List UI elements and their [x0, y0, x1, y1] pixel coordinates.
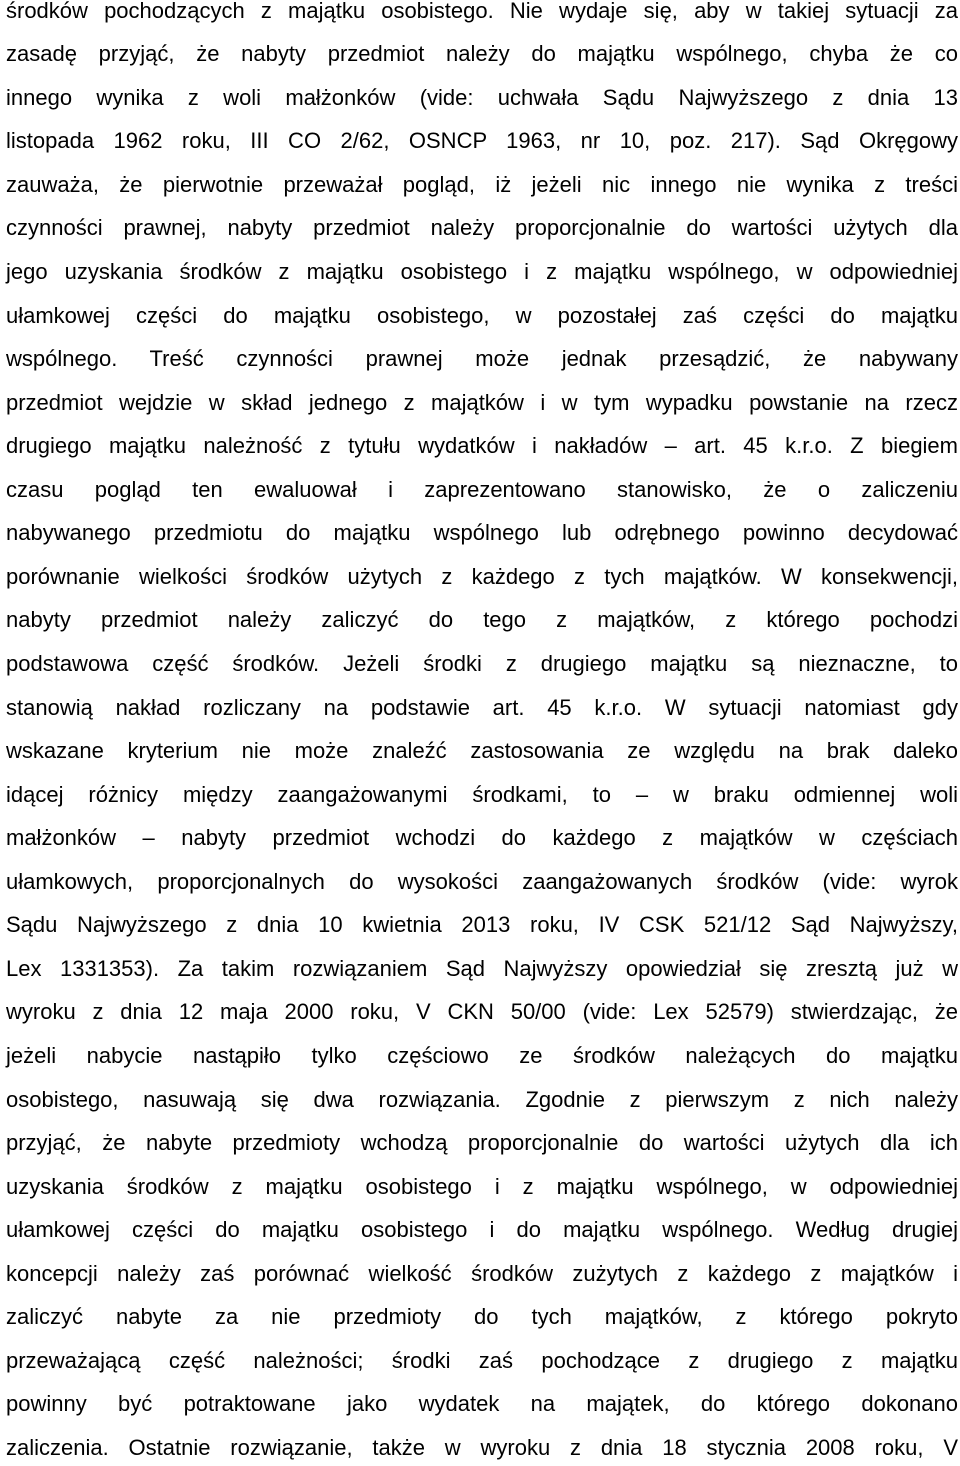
text-line: wyroku z dnia 12 maja 2000 roku, V CKN 50/00 (vide: Lex 52579) stwierdzając, że	[6, 999, 958, 1024]
text-line: ułamkowych, proporcjonalnych do wysokości zaangażowanych środków (vide: wyrok	[6, 869, 958, 894]
text-line: listopada 1962 roku, III CO 2/62, OSNCP 1963, nr 10, poz. 217). Sąd Okręgowy	[6, 128, 958, 153]
text-line: Sądu Najwyższego z dnia 10 kwietnia 2013 roku, IV CSK 521/12 Sąd Najwyższy,	[6, 912, 958, 937]
text-line: zasadę przyjąć, że nabyty przedmiot należy do majątku wspólnego, chyba że co	[6, 41, 958, 66]
text-line: ułamkowej części do majątku osobistego, w pozostałej zaś części do majątku	[6, 303, 958, 328]
text-line: przeważającą część należności; środki zaś pochodzące z drugiego z majątku	[6, 1348, 958, 1373]
text-line: koncepcji należy zaś porównać wielkość środków zużytych z każdego z majątków i	[6, 1261, 958, 1286]
text-line: stanowią nakład rozliczany na podstawie art. 45 k.r.o. W sytuacji natomiast gdy	[6, 695, 958, 720]
text-line: przedmiot wejdzie w skład jednego z majątków i w tym wypadku powstanie na rzecz	[6, 390, 958, 415]
text-line: drugiego majątku należność z tytułu wydatków i nakładów – art. 45 k.r.o. Z biegiem	[6, 433, 958, 458]
text-line: środków pochodzących z majątku osobistego. Nie wydaje się, aby w takiej sytuacji za	[6, 0, 958, 23]
text-line: jego uzyskania środków z majątku osobistego i z majątku wspólnego, w odpowiedniej	[6, 259, 958, 284]
text-line: idącej różnicy między zaangażowanymi środkami, to – w braku odmiennej woli	[6, 782, 958, 807]
text-line: wskazane kryterium nie może znaleźć zastosowania ze względu na brak daleko	[6, 738, 958, 763]
text-line: małżonków – nabyty przedmiot wchodzi do każdego z majątków w częściach	[6, 825, 958, 850]
text-line: czynności prawnej, nabyty przedmiot należy proporcjonalnie do wartości użytych dla	[6, 215, 958, 240]
text-line: powinny być potraktowane jako wydatek na majątek, do którego dokonano	[6, 1391, 958, 1416]
text-line: innego wynika z woli małżonków (vide: uchwała Sądu Najwyższego z dnia 13	[6, 85, 958, 110]
text-line: Lex 1331353). Za takim rozwiązaniem Sąd Najwyższy opowiedział się zresztą już w	[6, 956, 958, 981]
text-line: podstawowa część środków. Jeżeli środki z drugiego majątku są nieznaczne, to	[6, 651, 958, 676]
text-line: zaliczyć nabyte za nie przedmioty do tych majątków, z którego pokryto	[6, 1304, 958, 1329]
text-line: jeżeli nabycie nastąpiło tylko częściowo ze środków należących do majątku	[6, 1043, 958, 1068]
text-line: zauważa, że pierwotnie przeważał pogląd, iż jeżeli nic innego nie wynika z treści	[6, 172, 958, 197]
text-line: ułamkowej części do majątku osobistego i do majątku wspólnego. Według drugiej	[6, 1217, 958, 1242]
text-line: czasu pogląd ten ewaluował i zaprezentowano stanowisko, że o zaliczeniu	[6, 477, 958, 502]
text-line: nabywanego przedmiotu do majątku wspólnego lub odrębnego powinno decydować	[6, 520, 958, 545]
text-line: uzyskania środków z majątku osobistego i z majątku wspólnego, w odpowiedniej	[6, 1174, 958, 1199]
text-line: nabyty przedmiot należy zaliczyć do tego z majątków, z którego pochodzi	[6, 607, 958, 632]
text-line: osobistego, nasuwają się dwa rozwiązania. Zgodnie z pierwszym z nich należy	[6, 1087, 958, 1112]
text-line: przyjąć, że nabyte przedmioty wchodzą proporcjonalnie do wartości użytych dla ich	[6, 1130, 958, 1155]
text-line: porównanie wielkości środków użytych z każdego z tych majątków. W konsekwencji,	[6, 564, 958, 589]
text-line: zaliczenia. Ostatnie rozwiązanie, także w wyroku z dnia 18 stycznia 2008 roku, V	[6, 1435, 958, 1460]
text-line: wspólnego. Treść czynności prawnej może jednak przesądzić, że nabywany	[6, 346, 958, 371]
